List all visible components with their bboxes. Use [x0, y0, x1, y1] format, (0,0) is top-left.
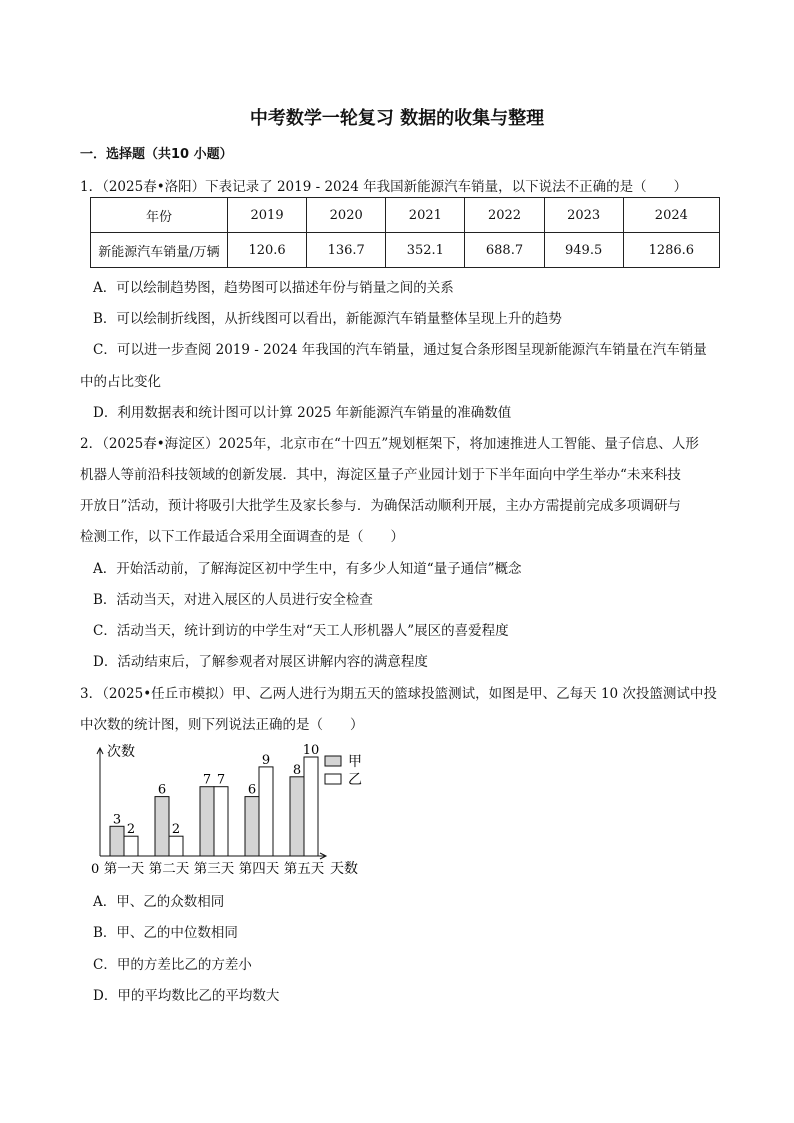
q1-option-c: C．可以进一步查阅 2019 - 2024 年我国的汽车销量，通过复合条形图呈现新能源汽车销量在汽车销量 [93, 342, 707, 358]
table-cell: 1286.6 [623, 233, 719, 268]
origin-label: 0 [91, 862, 100, 877]
q2-stem-line4: 检测工作，以下工作最适合采用全面调查的是（ ） [80, 529, 404, 545]
q1-option-d: D．利用数据表和统计图可以计算 2025 年新能源汽车销量的准确数值 [93, 405, 512, 421]
tick-label: 第二天 [148, 861, 190, 877]
tick-label: 第四天 [238, 861, 280, 877]
section-heading: 一．选择题（共10 小题） [80, 147, 233, 162]
table-cell: 949.5 [544, 233, 623, 268]
data-label: 2 [126, 822, 136, 838]
table-row [91, 198, 720, 233]
page-title: 中考数学一轮复习 数据的收集与整理 [249, 108, 545, 129]
q2-stem-line2: 机器人等前沿科技领域的创新发展．其中，海淀区量子产业园计划于下半年面向中学生举办“未来科技 [80, 467, 681, 483]
data-label: 6 [247, 782, 257, 798]
q3-bar-chart [86, 738, 386, 888]
table-cell: 2019 [228, 198, 307, 233]
data-label: 6 [157, 782, 167, 798]
q1-stem: 1．（2025春•洛阳）下表记录了 2019 - 2024 年我国新能源汽车销量，以下说法不正确的是（ ） [80, 179, 688, 195]
q2-option-c: C．活动当天，统计到访的中学生对“天工人形机器人”展区的喜爱程度 [93, 623, 509, 639]
table-row [91, 233, 720, 268]
data-label: 8 [292, 762, 302, 778]
bar [290, 777, 304, 856]
q2-stem-line1: 2．（2025春•海淀区）2025年，北京市在“十四五”规划框架下，将加速推进人工智能、量子信息、人形 [80, 436, 699, 452]
table-cell: 2024 [623, 198, 719, 233]
bar [200, 787, 214, 856]
q3-stem-line1: 3．（2025•任丘市模拟）甲、乙两人进行为期五天的篮球投篮测试，如图是甲、乙每天 10 次投篮测试中投 [80, 686, 717, 702]
data-label: 10 [302, 743, 320, 758]
table-cell: 352.1 [386, 233, 465, 268]
table-cell: 136.7 [307, 233, 386, 268]
bar [169, 836, 183, 856]
bar [155, 797, 169, 856]
q1-option-b: B．可以绘制折线图，从折线图可以看出，新能源汽车销量整体呈现上升的趋势 [93, 311, 562, 327]
q1-data-table [90, 197, 720, 268]
data-label: 7 [202, 772, 212, 788]
bar [304, 757, 318, 856]
table-cell: 2022 [465, 198, 544, 233]
bar [110, 826, 124, 856]
bar [214, 787, 228, 856]
table-header-sales: 新能源汽车销量/万辆 [91, 233, 228, 268]
data-label: 9 [261, 752, 271, 768]
table-cell: 2023 [544, 198, 623, 233]
q2-option-d: D．活动结束后，了解参观者对展区讲解内容的满意程度 [93, 654, 428, 670]
table-cell: 688.7 [465, 233, 544, 268]
table-cell: 2020 [307, 198, 386, 233]
table-header-year: 年份 [91, 198, 228, 233]
q2-option-a: A．开始活动前，了解海淀区初中学生中，有多少人知道“量子通信”概念 [93, 561, 522, 577]
q3-option-a: A．甲、乙的众数相同 [93, 894, 225, 910]
x-axis-label: 天数 [330, 861, 358, 877]
data-label: 2 [171, 822, 181, 838]
q3-option-c: C．甲的方差比乙的方差小 [93, 957, 252, 973]
tick-label: 第一天 [103, 861, 145, 877]
q3-option-b: B．甲、乙的中位数相同 [93, 925, 238, 941]
bar [259, 767, 273, 856]
data-label: 7 [216, 772, 226, 788]
tick-label: 第五天 [283, 861, 325, 877]
legend-swatch [325, 756, 341, 766]
legend-label: 乙 [348, 772, 362, 788]
tick-label: 第三天 [193, 861, 235, 877]
bar [124, 836, 138, 856]
y-axis-label: 次数 [107, 744, 135, 760]
q1-option-c-cont: 中的占比变化 [80, 374, 161, 390]
q2-stem-line3: 开放日”活动，预计将吸引大批学生及家长参与．为确保活动顺利开展，主办方需提前完成多项调研与 [80, 498, 681, 514]
q3-option-d: D．甲的平均数比乙的平均数大 [93, 988, 280, 1004]
q3-stem-line2: 中次数的统计图，则下列说法正确的是（ ） [80, 717, 364, 733]
legend-swatch [325, 774, 341, 784]
legend-label: 甲 [348, 754, 362, 770]
table-cell: 2021 [386, 198, 465, 233]
q1-option-a: A．可以绘制趋势图，趋势图可以描述年份与销量之间的关系 [93, 280, 454, 296]
table-cell: 120.6 [228, 233, 307, 268]
data-label: 3 [112, 812, 122, 828]
bar [245, 797, 259, 856]
q2-option-b: B．活动当天，对进入展区的人员进行安全检查 [93, 592, 373, 608]
